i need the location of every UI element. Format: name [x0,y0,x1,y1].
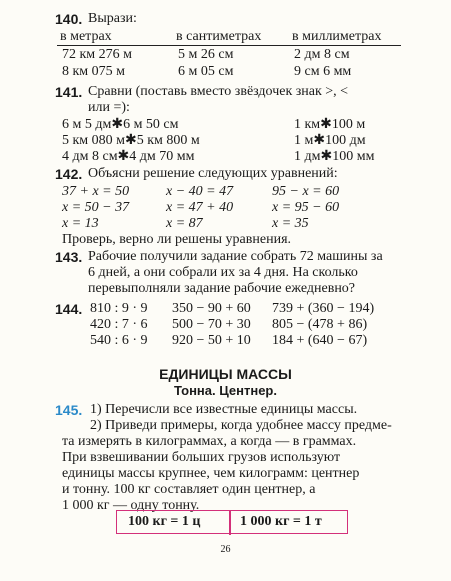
task-text: та измерять в килограммах, а когда — в граммах. [62,434,357,449]
exercise-number: 142. [55,166,83,182]
table-header: в сантиметрах [176,29,262,44]
expression: 920 − 50 + 10 [172,333,251,348]
exercise-number: 141. [55,84,83,100]
task-text: 1) Перечисли все известные единицы массы. [90,402,358,417]
box-divider [229,510,231,535]
compare-item: 6 м 5 дм✱6 м 50 см [62,117,179,132]
section-subtitle: Тонна. Центнер. [174,383,277,398]
compare-item: 1 м✱100 дм [294,133,366,148]
table-cell: 2 дм 8 см [294,47,350,62]
task-text: 1 000 кг — одну тонну. [62,498,200,513]
equation: x − 40 = 47 [166,184,234,199]
task-text: Проверь, верно ли решены уравнения. [62,232,292,247]
expression: 739 + (360 − 194) [272,301,375,316]
exercise-number: 140. [55,11,83,27]
equation: x = 87 [166,216,203,231]
table-cell: 5 м 26 см [178,47,234,62]
task-text: перевыполняли задание рабочие ежедневно? [88,281,356,296]
compare-item: 1 км✱100 м [294,117,366,132]
compare-item: 5 км 080 м✱5 км 800 м [62,133,200,148]
task-text: или =): [88,100,130,115]
equation: 37 + x = 50 [62,184,130,199]
expression: 810 : 9 · 9 [90,301,148,316]
compare-item: 1 дм✱100 мм [294,149,375,164]
task-text: Вырази: [88,11,137,26]
definition-centner: 100 кг = 1 ц [128,514,201,529]
equation: 95 − x = 60 [272,184,340,199]
equation: x = 95 − 60 [272,200,340,215]
table-cell: 72 км 276 м [62,47,133,62]
task-text: единицы массы крупнее, чем килограмм: центнер [62,466,360,481]
section-title: ЕДИНИЦЫ МАССЫ [159,366,292,382]
task-text: 2) Приведи примеры, когда удобнее массу предме- [90,418,392,433]
table-header: в метрах [60,29,112,44]
task-text: Рабочие получили задание собрать 72 машины за [88,249,383,264]
equation: x = 35 [272,216,309,231]
task-text: Объясни решение следующих уравнений: [88,166,338,181]
expression: 540 : 6 · 9 [90,333,148,348]
equation: x = 50 − 37 [62,200,130,215]
page-number: 26 [220,544,231,555]
table-cell: 6 м 05 см [178,64,234,79]
definition-tonne: 1 000 кг = 1 т [240,514,322,529]
expression: 350 − 90 + 60 [172,301,251,316]
table-rule [57,45,401,46]
exercise-number: 145. [55,402,83,418]
exercise-number: 143. [55,249,83,265]
task-text: При взвешивании больших грузов используют [62,450,341,465]
compare-item: 4 дм 8 см✱4 дм 70 мм [62,149,195,164]
expression: 500 − 70 + 30 [172,317,251,332]
task-text: 6 дней, а они собрали их за 4 дня. На сколько [88,265,358,280]
table-header: в миллиметрах [292,29,382,44]
task-text: Сравни (поставь вместо звёздочек знак >, < [88,84,349,99]
exercise-number: 144. [55,301,83,317]
expression: 420 : 7 · 6 [90,317,148,332]
table-cell: 8 км 075 м [62,64,126,79]
equation: x = 13 [62,216,99,231]
expression: 184 + (640 − 67) [272,333,368,348]
equation: x = 47 + 40 [166,200,234,215]
task-text: и тонну. 100 кг составляет один центнер, а [62,482,316,497]
expression: 805 − (478 + 86) [272,317,368,332]
table-cell: 9 см 6 мм [294,64,352,79]
